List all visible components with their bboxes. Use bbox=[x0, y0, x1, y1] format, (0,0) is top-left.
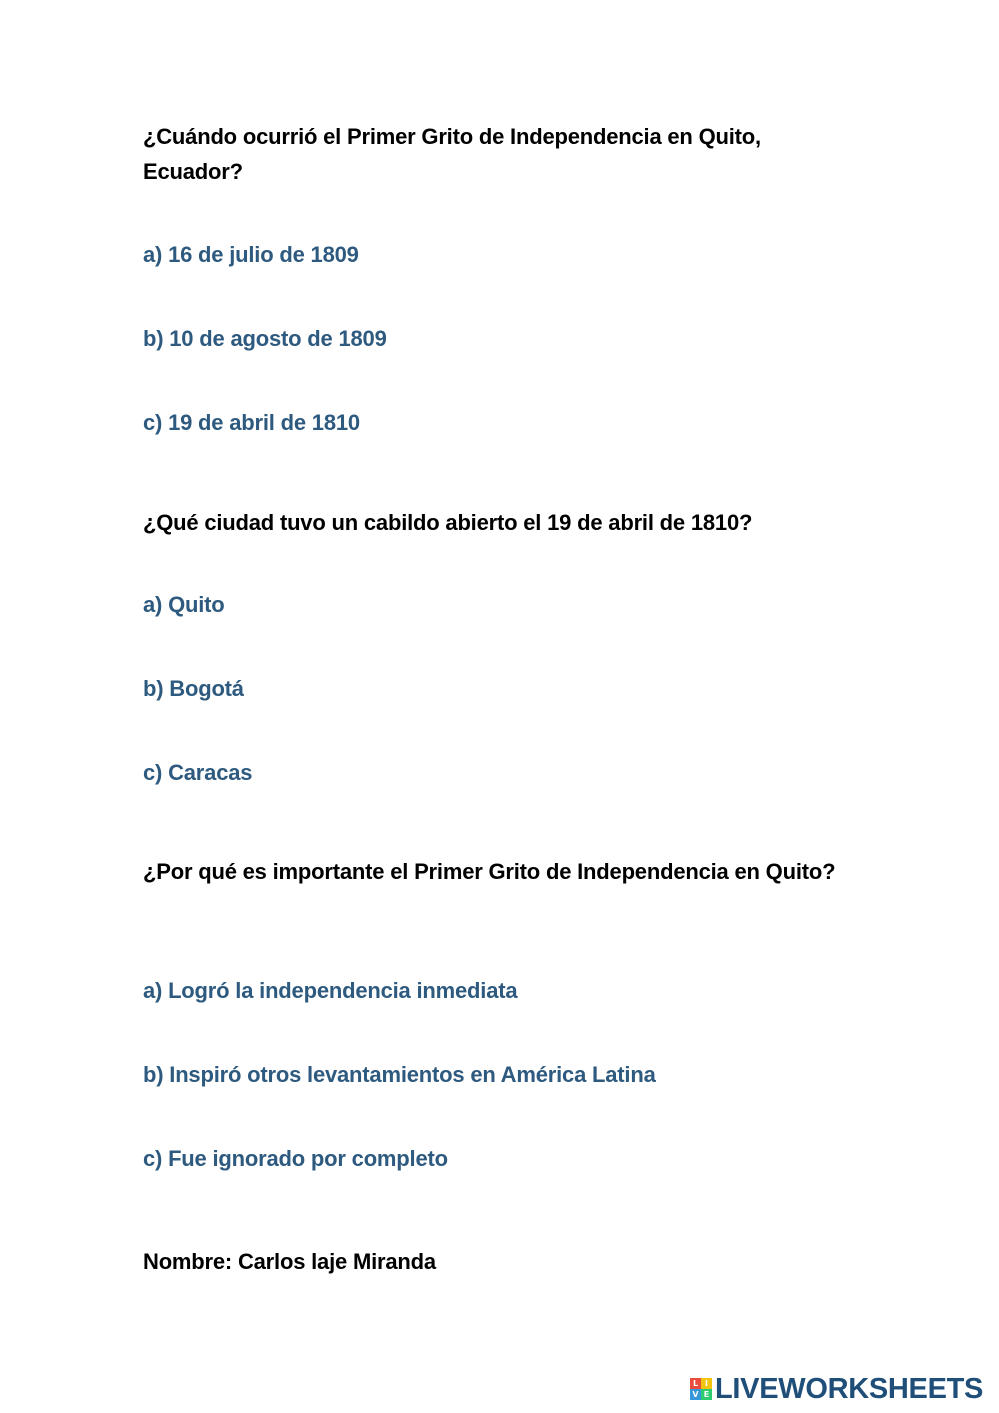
question-3-text: ¿Por qué es importante el Primer Grito de Independencia en Quito? bbox=[143, 859, 836, 884]
question-3-option-c[interactable]: c) Fue ignorado por completo bbox=[143, 1146, 448, 1171]
logo-letter-i: I bbox=[701, 1378, 712, 1389]
question-2-option-c[interactable]: c) Caracas bbox=[143, 760, 253, 785]
question-1-option-b[interactable]: b) 10 de agosto de 1809 bbox=[143, 326, 387, 351]
question-1-text: ¿Cuándo ocurrió el Primer Grito de Independencia en Quito, Ecuador? bbox=[143, 124, 761, 184]
question-1-option-c[interactable]: c) 19 de abril de 1810 bbox=[143, 410, 360, 435]
question-1-option-a[interactable]: a) 16 de julio de 1809 bbox=[143, 242, 359, 267]
question-2-option-a[interactable]: a) Quito bbox=[143, 592, 225, 617]
liveworksheets-logo bbox=[690, 1372, 983, 1406]
brand-name: LIVEWORKSHEETS bbox=[715, 1372, 984, 1405]
live-blocks-icon bbox=[690, 1378, 712, 1400]
logo-letter-e: E bbox=[701, 1389, 712, 1400]
question-3-option-a[interactable]: a) Logró la independencia inmediata bbox=[143, 978, 518, 1003]
question-2-text: ¿Qué ciudad tuvo un cabildo abierto el 19 de abril de 1810? bbox=[143, 510, 753, 535]
logo-letter-l: L bbox=[690, 1378, 701, 1389]
student-name: Nombre: Carlos laje Miranda bbox=[143, 1249, 436, 1274]
question-2-option-b[interactable]: b) Bogotá bbox=[143, 676, 244, 701]
question-3-option-b[interactable]: b) Inspiró otros levantamientos en América Latina bbox=[143, 1062, 656, 1087]
logo-letter-v: V bbox=[690, 1389, 701, 1400]
